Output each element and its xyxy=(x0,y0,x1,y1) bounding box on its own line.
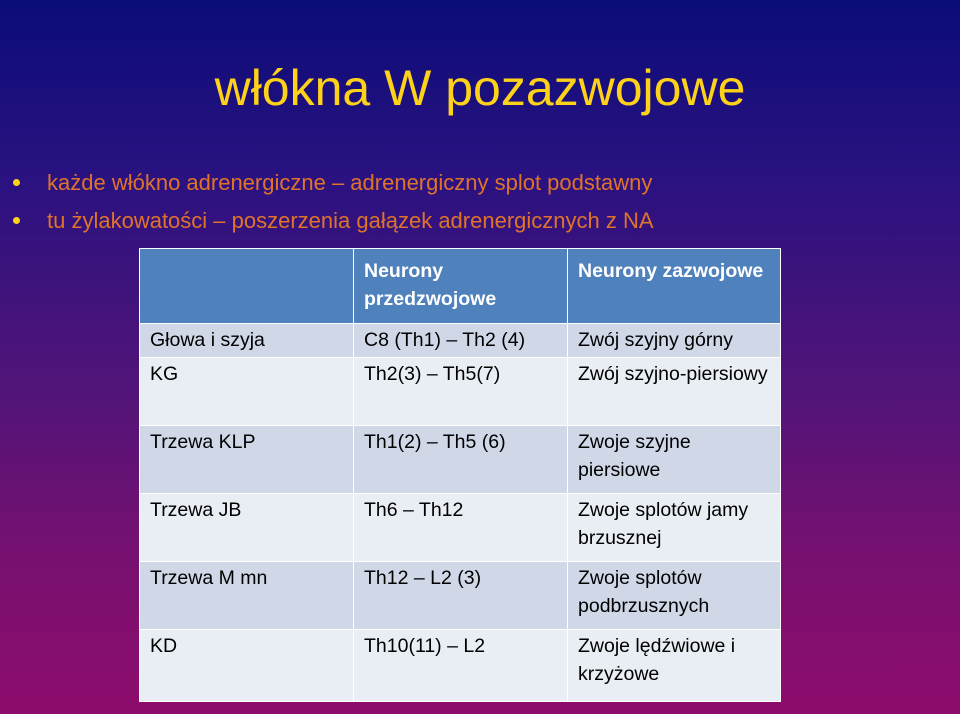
table-row xyxy=(140,494,781,562)
cell-postganglionic: Zwoje splotów podbrzusznych xyxy=(568,562,781,630)
table-row xyxy=(140,358,781,426)
bullet-text: tu żylakowatości – poszerzenia gałązek adrenergicznych z NA xyxy=(47,208,654,233)
cell-postganglionic: Zwoje splotów jamy brzusznej xyxy=(568,494,781,562)
bullet-text: każde włókno adrenergiczne – adrenergiczny splot podstawny xyxy=(47,170,653,195)
header-cell-postganglionic: Neurony zazwojowe xyxy=(568,249,781,324)
table-header-row xyxy=(140,249,781,324)
cell-preganglionic: Th6 – Th12 xyxy=(354,494,568,562)
table-row xyxy=(140,426,781,494)
cell-region: KG xyxy=(140,358,354,426)
cell-region: Trzewa M mn xyxy=(140,562,354,630)
cell-region: Głowa i szyja xyxy=(140,324,354,358)
bullet-dot-icon xyxy=(13,179,20,186)
header-cell-preganglionic: Neurony przedzwojowe xyxy=(354,249,568,324)
cell-preganglionic: Th12 – L2 (3) xyxy=(354,562,568,630)
neuron-table-container xyxy=(139,248,780,692)
header-cell-region xyxy=(140,249,354,324)
table-row xyxy=(140,562,781,630)
cell-preganglionic: C8 (Th1) – Th2 (4) xyxy=(354,324,568,358)
slide-title: włókna W pozazwojowe xyxy=(214,60,746,116)
cell-region: Trzewa KLP xyxy=(140,426,354,494)
cell-postganglionic: Zwój szyjny górny xyxy=(568,324,781,358)
cell-postganglionic: Zwój szyjno-piersiowy xyxy=(568,358,781,426)
cell-region: KD xyxy=(140,630,354,702)
cell-postganglionic: Zwoje lędźwiowe i krzyżowe xyxy=(568,630,781,702)
cell-preganglionic: Th1(2) – Th5 (6) xyxy=(354,426,568,494)
bullet-list xyxy=(0,164,960,240)
table-row xyxy=(140,630,781,702)
neuron-table xyxy=(139,248,781,702)
bullet-item xyxy=(0,164,960,202)
cell-region: Trzewa JB xyxy=(140,494,354,562)
bullet-dot-icon xyxy=(13,217,20,224)
cell-preganglionic: Th10(11) – L2 xyxy=(354,630,568,702)
cell-postganglionic: Zwoje szyjne piersiowe xyxy=(568,426,781,494)
bullet-item xyxy=(0,202,960,240)
cell-preganglionic: Th2(3) – Th5(7) xyxy=(354,358,568,426)
table-row xyxy=(140,324,781,358)
